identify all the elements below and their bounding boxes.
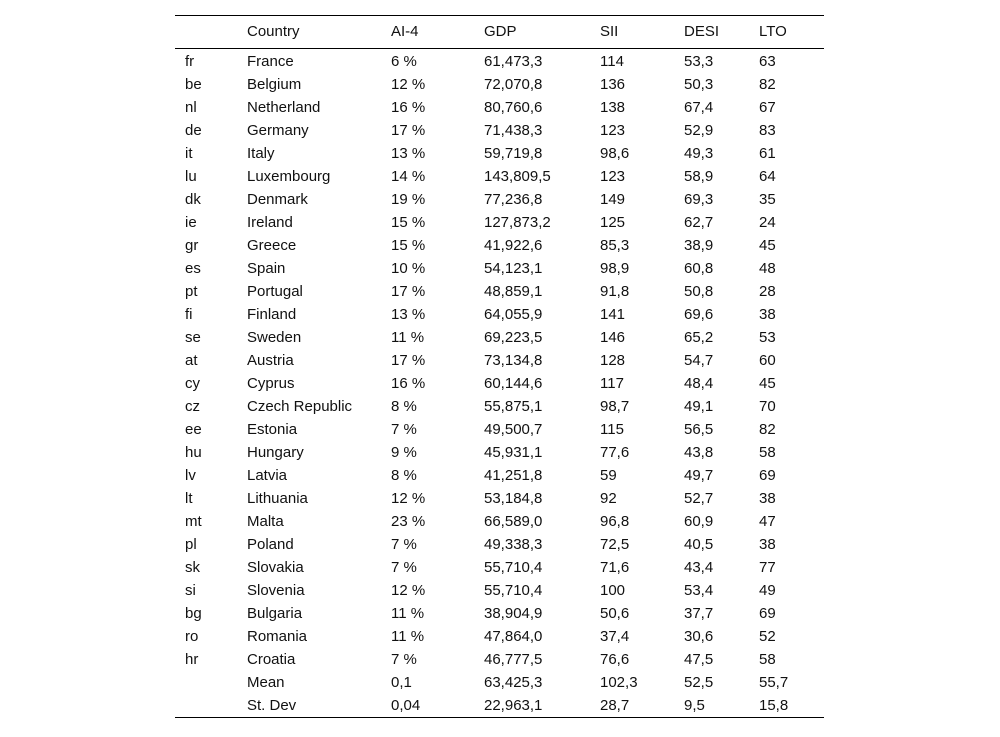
cell-sii: 123 (600, 168, 626, 185)
cell-ai4: 17 % (391, 352, 426, 369)
cell-country: Czech Republic (247, 398, 353, 415)
cell-desi: 60,9 (684, 513, 714, 530)
cell-gdp: 127,873,2 (484, 214, 551, 231)
cell-code: hr (185, 651, 199, 668)
table-row (175, 671, 824, 694)
table-row (175, 510, 824, 533)
cell-ai4: 9 % (391, 444, 417, 461)
cell-country: Slovenia (247, 582, 305, 599)
cell-lto: 58 (759, 444, 776, 461)
cell-desi: 9,5 (684, 697, 705, 714)
cell-sii: 114 (600, 53, 624, 70)
cell-lto: 60 (759, 352, 776, 369)
cell-lto: 63 (759, 53, 776, 70)
cell-gdp: 55,875,1 (484, 398, 543, 415)
cell-country: Germany (247, 122, 309, 139)
cell-lto: 70 (759, 398, 776, 415)
cell-desi: 56,5 (684, 421, 714, 438)
cell-country: Greece (247, 237, 297, 254)
column-header-gdp: GDP (484, 23, 517, 40)
cell-sii: 28,7 (600, 697, 630, 714)
cell-sii: 100 (600, 582, 626, 599)
cell-desi: 49,3 (684, 145, 714, 162)
column-header-desi: DESI (684, 23, 720, 40)
cell-country: Austria (247, 352, 294, 369)
cell-lto: 64 (759, 168, 776, 185)
table-row (175, 280, 824, 303)
table-row (175, 188, 824, 211)
cell-desi: 43,4 (684, 559, 714, 576)
cell-desi: 30,6 (684, 628, 714, 645)
cell-code: ro (185, 628, 199, 645)
cell-code (175, 694, 247, 718)
cell-gdp: 47,864,0 (484, 628, 543, 645)
cell-code: hu (185, 444, 202, 461)
cell-ai4: 7 % (391, 536, 417, 553)
cell-ai4: 7 % (391, 651, 417, 668)
cell-gdp: 55,710,4 (484, 582, 543, 599)
cell-lto: 82 (759, 421, 776, 438)
cell-desi: 62,7 (684, 214, 714, 231)
cell-desi: 50,3 (684, 76, 714, 93)
cell-code: cy (185, 375, 200, 392)
cell-code: pl (185, 536, 197, 553)
table-row (175, 211, 824, 234)
table-row (175, 349, 824, 372)
cell-lto: 69 (759, 605, 776, 622)
cell-desi: 53,4 (684, 582, 714, 599)
cell-desi: 50,8 (684, 283, 714, 300)
table-row (175, 579, 824, 602)
cell-sii: 98,9 (600, 260, 630, 277)
table-row (175, 441, 824, 464)
cell-sii: 76,6 (600, 651, 630, 668)
cell-sii: 85,3 (600, 237, 630, 254)
cell-code: it (185, 145, 193, 162)
cell-ai4: 16 % (391, 99, 426, 116)
cell-gdp: 48,859,1 (484, 283, 543, 300)
cell-gdp: 63,425,3 (484, 674, 543, 691)
cell-ai4: 17 % (391, 283, 426, 300)
cell-sii: 92 (600, 490, 617, 507)
cell-desi: 48,4 (684, 375, 714, 392)
cell-ai4: 12 % (391, 76, 426, 93)
cell-country: Sweden (247, 329, 302, 346)
cell-lto: 24 (759, 214, 776, 231)
cell-gdp: 49,338,3 (484, 536, 543, 553)
cell-country: Hungary (247, 444, 304, 461)
cell-gdp: 49,500,7 (484, 421, 543, 438)
cell-lto: 67 (759, 99, 776, 116)
cell-sii: 128 (600, 352, 626, 369)
cell-ai4: 0,1 (391, 674, 412, 691)
table-row (175, 165, 824, 188)
cell-desi: 43,8 (684, 444, 714, 461)
cell-gdp: 73,134,8 (484, 352, 543, 369)
cell-sii: 59 (600, 467, 617, 484)
cell-ai4: 12 % (391, 582, 426, 599)
cell-country: Finland (247, 306, 297, 323)
cell-gdp: 53,184,8 (484, 490, 543, 507)
cell-sii: 98,6 (600, 145, 630, 162)
table-row (175, 625, 824, 648)
cell-gdp: 45,931,1 (484, 444, 543, 461)
cell-country: France (247, 53, 294, 70)
cell-ai4: 17 % (391, 122, 426, 139)
cell-sii: 123 (600, 122, 626, 139)
cell-ai4: 13 % (391, 145, 426, 162)
cell-gdp: 69,223,5 (484, 329, 543, 346)
cell-country: Croatia (247, 651, 296, 668)
cell-lto: 58 (759, 651, 776, 668)
cell-country: Belgium (247, 76, 302, 93)
cell-lto: 15,8 (759, 697, 789, 714)
cell-sii: 138 (600, 99, 626, 116)
table-row (175, 464, 824, 487)
cell-lto: 69 (759, 467, 776, 484)
cell-country: Mean (247, 674, 285, 691)
table-row (175, 119, 824, 142)
cell-lto: 53 (759, 329, 776, 346)
cell-ai4: 16 % (391, 375, 426, 392)
cell-country: Lithuania (247, 490, 308, 507)
cell-sii: 149 (600, 191, 626, 208)
table-row (175, 73, 824, 96)
table-row (175, 487, 824, 510)
cell-country: Netherland (247, 99, 321, 116)
cell-country: Luxembourg (247, 168, 331, 185)
cell-desi: 52,5 (684, 674, 714, 691)
table-row (175, 533, 824, 556)
cell-lto: 35 (759, 191, 776, 208)
cell-ai4: 15 % (391, 237, 426, 254)
cell-ai4: 19 % (391, 191, 426, 208)
table-row (175, 418, 824, 441)
cell-code: es (185, 260, 201, 277)
cell-desi: 40,5 (684, 536, 714, 553)
table-row (175, 142, 824, 165)
cell-code: bg (185, 605, 202, 622)
cell-lto: 48 (759, 260, 776, 277)
table-row (175, 96, 824, 119)
cell-lto: 82 (759, 76, 776, 93)
table-row (175, 303, 824, 326)
cell-desi: 47,5 (684, 651, 714, 668)
table-row (175, 372, 824, 395)
cell-gdp: 72,070,8 (484, 76, 543, 93)
column-header-sii: SII (600, 23, 619, 40)
cell-country: Ireland (247, 214, 293, 231)
cell-sii: 98,7 (600, 398, 630, 415)
cell-lto: 38 (759, 536, 776, 553)
cell-ai4: 11 % (391, 329, 425, 346)
cell-sii: 77,6 (600, 444, 630, 461)
cell-code: lu (185, 168, 197, 185)
cell-ai4: 7 % (391, 421, 417, 438)
cell-lto: 28 (759, 283, 776, 300)
cell-ai4: 8 % (391, 467, 417, 484)
cell-gdp: 80,760,6 (484, 99, 543, 116)
cell-country: Slovakia (247, 559, 304, 576)
data-table-container (175, 15, 824, 718)
cell-sii: 91,8 (600, 283, 630, 300)
cell-lto: 38 (759, 490, 776, 507)
cell-desi: 60,8 (684, 260, 714, 277)
cell-gdp: 71,438,3 (484, 122, 543, 139)
cell-desi: 54,7 (684, 352, 714, 369)
cell-code: ee (185, 421, 202, 438)
table-row (175, 257, 824, 280)
table-header (175, 16, 824, 49)
cell-sii: 37,4 (600, 628, 630, 645)
cell-gdp: 41,922,6 (484, 237, 543, 254)
cell-code: be (185, 76, 202, 93)
cell-desi: 58,9 (684, 168, 714, 185)
column-header-ai4: AI-4 (391, 23, 419, 40)
cell-desi: 69,6 (684, 306, 714, 323)
cell-code: fi (185, 306, 193, 323)
cell-ai4: 23 % (391, 513, 426, 530)
cell-desi: 38,9 (684, 237, 714, 254)
table-row (175, 602, 824, 625)
cell-gdp: 46,777,5 (484, 651, 543, 668)
cell-gdp: 61,473,3 (484, 53, 543, 70)
cell-code: lt (185, 490, 193, 507)
cell-gdp: 60,144,6 (484, 375, 543, 392)
cell-gdp: 66,589,0 (484, 513, 543, 530)
cell-country: Estonia (247, 421, 298, 438)
cell-gdp: 22,963,1 (484, 697, 543, 714)
cell-gdp: 59,719,8 (484, 145, 543, 162)
cell-code: sk (185, 559, 200, 576)
cell-code: mt (185, 513, 202, 530)
cell-country: Malta (247, 513, 284, 530)
cell-desi: 52,9 (684, 122, 714, 139)
cell-lto: 38 (759, 306, 776, 323)
cell-country: Spain (247, 260, 286, 277)
cell-ai4: 15 % (391, 214, 426, 231)
cell-lto: 49 (759, 582, 776, 599)
cell-sii: 72,5 (600, 536, 630, 553)
cell-sii: 146 (600, 329, 626, 346)
cell-ai4: 11 % (391, 628, 425, 645)
cell-code: fr (185, 53, 195, 70)
cell-desi: 67,4 (684, 99, 714, 116)
table-row (175, 395, 824, 418)
cell-sii: 96,8 (600, 513, 630, 530)
cell-country: Poland (247, 536, 294, 553)
cell-sii: 50,6 (600, 605, 630, 622)
table-row (175, 556, 824, 579)
cell-ai4: 12 % (391, 490, 426, 507)
cell-sii: 115 (600, 421, 624, 438)
cell-sii: 141 (600, 306, 626, 323)
cell-ai4: 14 % (391, 168, 426, 185)
cell-ai4: 13 % (391, 306, 426, 323)
cell-code: gr (185, 237, 199, 254)
cell-desi: 53,3 (684, 53, 714, 70)
cell-sii: 71,6 (600, 559, 630, 576)
table-row (175, 234, 824, 257)
cell-gdp: 143,809,5 (484, 168, 551, 185)
header-row (175, 16, 824, 49)
cell-ai4: 7 % (391, 559, 417, 576)
cell-country: Italy (247, 145, 275, 162)
cell-desi: 49,1 (684, 398, 714, 415)
table-row (175, 49, 824, 74)
cell-ai4: 10 % (391, 260, 426, 277)
cell-desi: 69,3 (684, 191, 714, 208)
cell-gdp: 77,236,8 (484, 191, 543, 208)
cell-code (175, 671, 247, 694)
cell-sii: 125 (600, 214, 626, 231)
cell-desi: 65,2 (684, 329, 714, 346)
cell-gdp: 41,251,8 (484, 467, 543, 484)
cell-code: ie (185, 214, 197, 231)
cell-country: Denmark (247, 191, 308, 208)
table-row (175, 694, 824, 718)
table-row (175, 326, 824, 349)
cell-code: lv (185, 467, 196, 484)
cell-lto: 45 (759, 237, 776, 254)
cell-code: nl (185, 99, 197, 116)
cell-ai4: 8 % (391, 398, 417, 415)
cell-lto: 55,7 (759, 674, 789, 691)
cell-country: Bulgaria (247, 605, 303, 622)
cell-sii: 136 (600, 76, 626, 93)
cell-sii: 117 (600, 375, 624, 392)
cell-code: dk (185, 191, 201, 208)
column-header-lto: LTO (759, 23, 787, 40)
cell-gdp: 55,710,4 (484, 559, 543, 576)
cell-sii: 102,3 (600, 674, 638, 691)
cell-desi: 52,7 (684, 490, 714, 507)
table-body (175, 49, 824, 718)
cell-country: St. Dev (247, 697, 297, 714)
cell-code: si (185, 582, 196, 599)
cell-gdp: 38,904,9 (484, 605, 543, 622)
country-indicators-table (175, 15, 824, 718)
cell-desi: 37,7 (684, 605, 714, 622)
cell-ai4: 0,04 (391, 697, 421, 714)
table-row (175, 648, 824, 671)
cell-gdp: 54,123,1 (484, 260, 543, 277)
cell-code: pt (185, 283, 198, 300)
cell-lto: 52 (759, 628, 776, 645)
cell-desi: 49,7 (684, 467, 714, 484)
cell-gdp: 64,055,9 (484, 306, 543, 323)
cell-lto: 47 (759, 513, 776, 530)
cell-country: Portugal (247, 283, 303, 300)
cell-code: se (185, 329, 201, 346)
cell-lto: 83 (759, 122, 776, 139)
cell-country: Cyprus (247, 375, 295, 392)
cell-lto: 45 (759, 375, 776, 392)
cell-code: cz (185, 398, 200, 415)
cell-country: Romania (247, 628, 308, 645)
cell-ai4: 6 % (391, 53, 417, 70)
cell-ai4: 11 % (391, 605, 425, 622)
cell-lto: 61 (759, 145, 776, 162)
cell-lto: 77 (759, 559, 776, 576)
column-header-country: Country (247, 23, 300, 40)
column-header-code (175, 16, 247, 49)
cell-code: de (185, 122, 202, 139)
cell-code: at (185, 352, 198, 369)
cell-country: Latvia (247, 467, 288, 484)
